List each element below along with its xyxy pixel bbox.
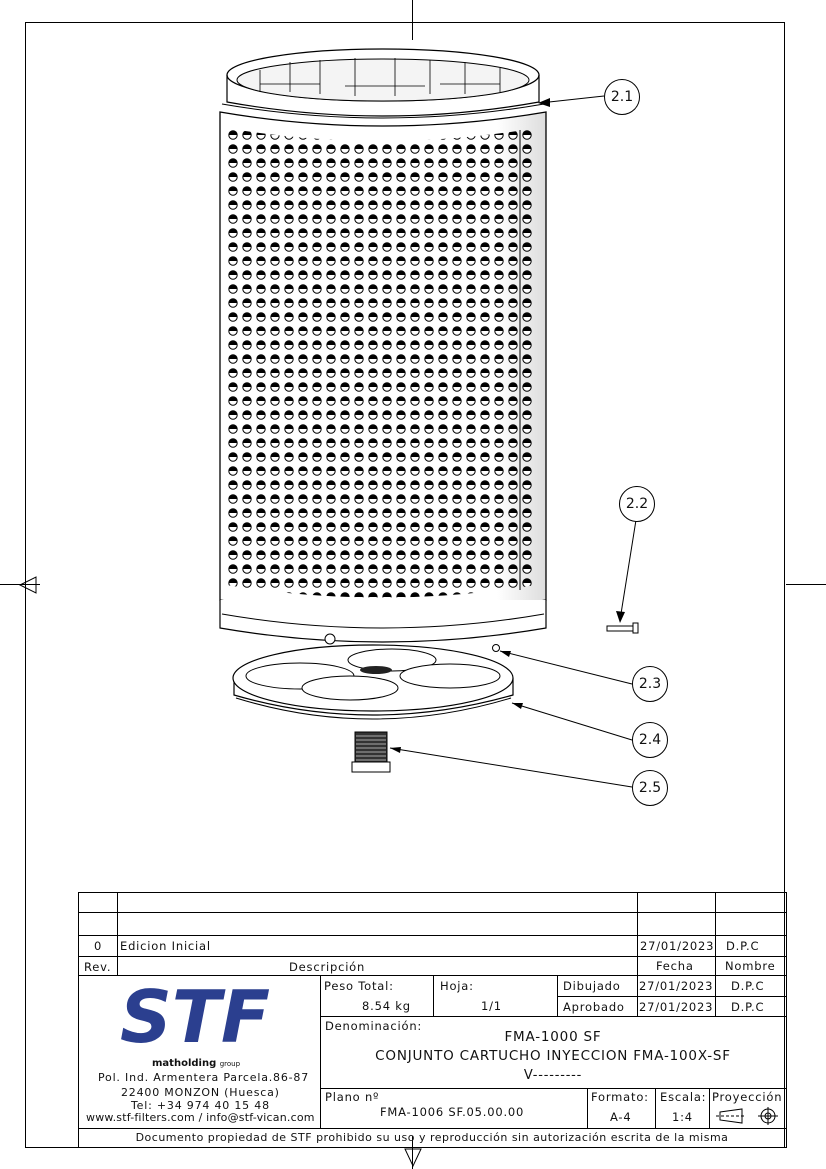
denominacion-line3: V--------- xyxy=(523,1068,583,1083)
svg-text:STF: STF xyxy=(120,980,270,1050)
footer-notice: Documento propiedad de STF prohibido su uso y reproducción sin autorización escrita de la misma xyxy=(135,1131,729,1144)
dibujado-label: Dibujado xyxy=(563,979,621,993)
revision-number: 0 xyxy=(94,939,103,953)
escala-value: 1:4 xyxy=(672,1110,693,1124)
company-address2: 22400 MONZON (Huesca) xyxy=(121,1086,280,1099)
aprobado-date: 27/01/2023 xyxy=(639,1000,714,1014)
callout-2-4: 2.4 xyxy=(632,722,668,758)
callout-2-3: 2.3 xyxy=(632,666,668,702)
formato-label: Formato: xyxy=(591,1090,649,1104)
escala-label: Escala: xyxy=(660,1090,707,1104)
denominacion-line1: FMA-1000 SF xyxy=(504,1029,602,1045)
projection-symbol-icon xyxy=(716,1107,780,1127)
company-address1: Pol. Ind. Armentera Parcela.86-87 xyxy=(98,1071,309,1084)
formato-value: A-4 xyxy=(610,1110,632,1124)
stf-logo xyxy=(120,980,280,1050)
header-rev: Rev. xyxy=(84,960,112,974)
stf-logo-graphic xyxy=(120,980,280,1050)
denominacion-line2: CONJUNTO CARTUCHO INYECCION FMA-100X-SF xyxy=(375,1048,731,1064)
header-descripcion: Descripción xyxy=(289,960,366,974)
plano-value: FMA-1006 SF.05.00.00 xyxy=(380,1105,525,1119)
proyeccion-label: Proyección xyxy=(712,1090,783,1104)
peso-label: Peso Total: xyxy=(324,979,394,993)
revision-date: 27/01/2023 xyxy=(640,939,715,953)
plano-label: Plano nº xyxy=(325,1090,380,1104)
header-nombre: Nombre xyxy=(725,959,776,973)
denominacion-label: Denominación: xyxy=(325,1019,423,1033)
dibujado-author: D.P.C xyxy=(731,979,765,993)
aprobado-author: D.P.C xyxy=(731,1000,765,1014)
callout-2-2: 2.2 xyxy=(619,486,655,522)
dibujado-date: 27/01/2023 xyxy=(639,979,714,993)
callout-2-5: 2.5 xyxy=(632,770,668,806)
group-name: matholding group xyxy=(152,1058,241,1069)
company-phone: Tel: +34 974 40 15 48 xyxy=(131,1099,270,1112)
peso-value: 8.54 kg xyxy=(362,999,411,1013)
callout-2-1: 2.1 xyxy=(604,79,640,115)
header-fecha: Fecha xyxy=(656,959,694,973)
revision-description: Edicion Inicial xyxy=(120,939,211,953)
hoja-value: 1/1 xyxy=(481,999,502,1013)
company-web: www.stf-filters.com / info@stf-vican.com xyxy=(86,1111,315,1124)
aprobado-label: Aprobado xyxy=(563,1000,625,1014)
revision-author: D.P.C xyxy=(726,939,760,953)
hoja-label: Hoja: xyxy=(440,979,474,993)
